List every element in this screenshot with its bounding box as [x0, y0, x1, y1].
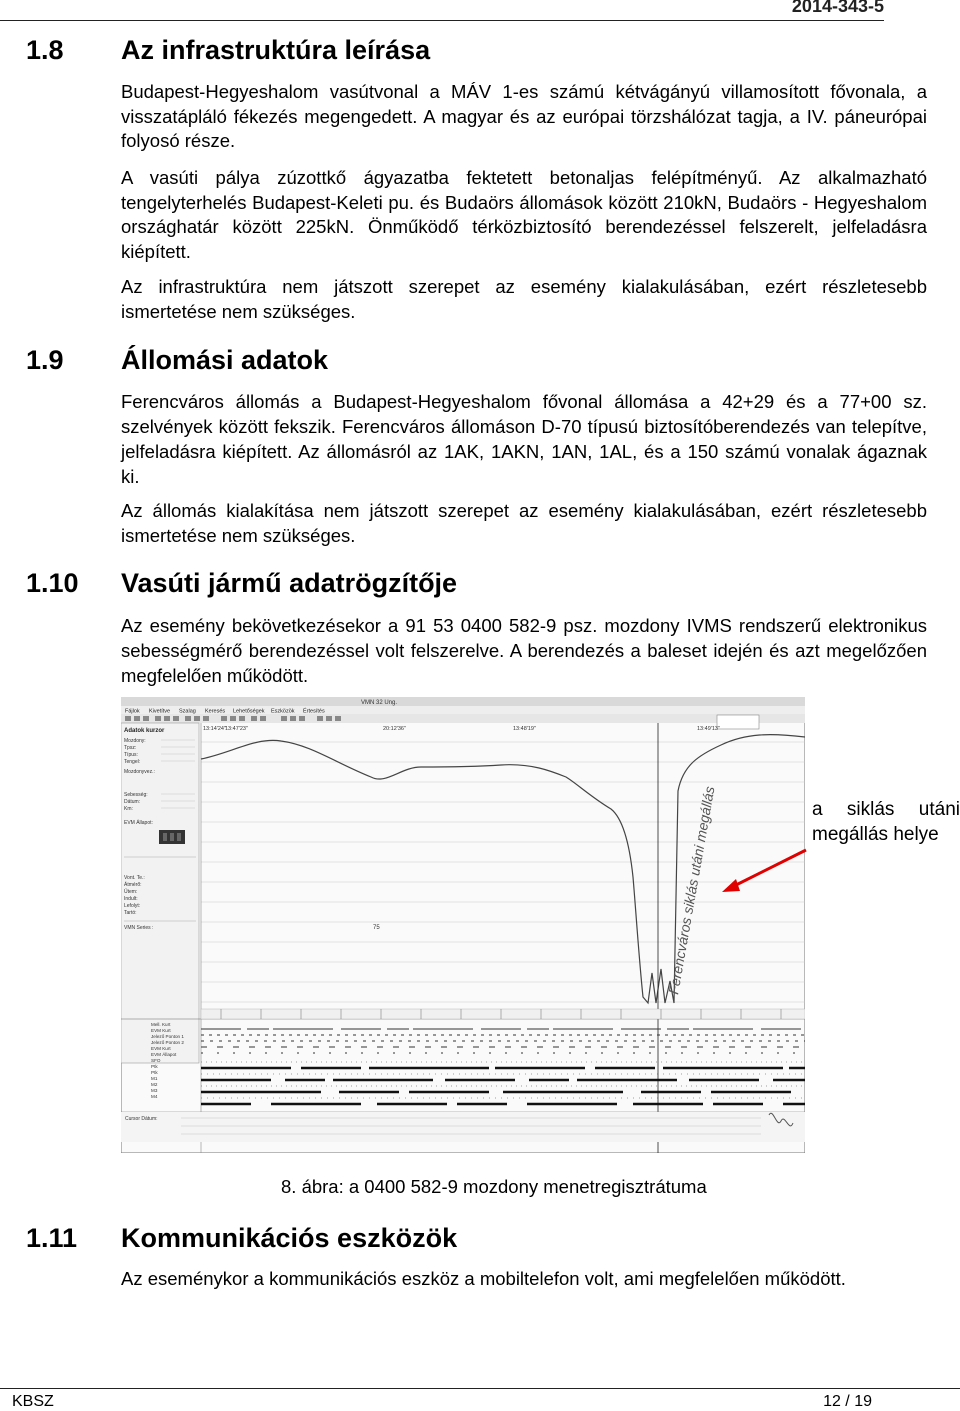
time-label: 13:14'24" — [203, 726, 226, 732]
callout-line: a siklás utáni — [812, 799, 960, 820]
panel-row: Sebesség: — [124, 792, 148, 798]
callout-line: megállás helye — [812, 824, 939, 845]
panel-row: Vont. Te.: — [124, 875, 145, 881]
track-label: Ptk — [151, 1070, 158, 1075]
section-title: Vasúti jármű adatrögzítője — [121, 568, 458, 598]
track-label: Jelező Ponton 2 — [151, 1040, 184, 1045]
panel-row: Tartó: — [124, 910, 137, 916]
window-title: VMN 32 Ung. — [361, 700, 398, 706]
menu-item: Lehetőségek — [233, 708, 265, 715]
callout-arrow-icon — [716, 846, 812, 896]
figure-caption: 8. ábra: a 0400 582-9 mozdony menetregisztrátuma — [281, 1176, 707, 1197]
paragraph: A vasúti pálya zúzottkő ágyazatba fektetett betonaljas felépítményű. Az alkalmazható tengelyterhelés Budapest-Keleti pu. és Budaörs állomások között 210kN, Budaörs - Hegyeshalom országhatár között 225kN. Önműködő térközbiztosító berendezéssel felszerelt, jelfeladásra kiépített. — [121, 167, 927, 262]
footer-org: KBSZ — [12, 1393, 54, 1410]
track-label: M3 — [151, 1088, 158, 1093]
header-divider — [0, 20, 884, 21]
track-label: Jelező Ponton 1 — [151, 1034, 184, 1039]
track-label: M1 — [151, 1076, 158, 1081]
track-label: SFO — [151, 1058, 161, 1063]
panel-row: Indult: — [124, 896, 138, 902]
menu-item: Eszközök — [271, 708, 295, 715]
menu-item: Kivetítve — [149, 708, 171, 715]
panel-row: EVM Állapot: — [124, 820, 153, 826]
paragraph: Az eseménykor a kommunikációs eszköz a mobiltelefon volt, ami megfelelően működött. — [121, 1268, 846, 1289]
section-title: Az infrastruktúra leírása — [121, 35, 431, 65]
cursor-label: Cursor Dátum: — [125, 1116, 158, 1122]
speed-recorder-figure — [121, 697, 805, 1153]
section-heading-1-11 — [26, 1223, 458, 1254]
track-label: EVM Kurt — [151, 1028, 171, 1033]
panel-row: Mozdony: — [124, 738, 146, 744]
panel-row: Átmérő: — [124, 882, 142, 888]
time-label: 13:47'23" — [225, 726, 248, 732]
footer-divider — [0, 1388, 960, 1389]
series-label: VMN Series : — [124, 925, 154, 931]
section-number: 1.9 — [26, 345, 64, 375]
page-number: 12 / 19 — [823, 1393, 872, 1410]
paragraph: Az állomás kialakítása nem játszott szerepet az esemény kialakulásában, ezért részletesebb ismertetése nem szükséges. — [121, 500, 927, 546]
time-label: 20:12'36" — [383, 726, 406, 732]
paragraph: Az infrastruktúra nem játszott szerepet az esemény kialakulásában, ezért részletesebb ismertetése nem szükséges. — [121, 276, 927, 322]
track-label: EVM Állapot — [151, 1052, 177, 1057]
track-label: M2 — [151, 1082, 158, 1087]
panel-row: Ütem: — [124, 889, 138, 895]
section-number: 1.10 — [26, 568, 79, 598]
panel-row: Lefolyt: — [124, 903, 141, 909]
section-heading-1-10 — [26, 568, 458, 599]
track-label: Mell. Kurt — [151, 1022, 171, 1027]
track-label: EVM Kurt — [151, 1046, 171, 1051]
paragraph: Az esemény bekövetkezésekor a 91 53 0400 582-9 psz. mozdony IVMS rendszerű elektronikus sebességmérő berendezéssel volt felszerelve. A berendezés a baleset idején és azt megelőzően megfelelően működött. — [121, 615, 927, 686]
time-label: 13:48'19" — [513, 726, 536, 732]
panel-row: Tpsz: — [124, 745, 137, 751]
figure-callout — [812, 797, 960, 847]
menu-item: Értesítés — [303, 708, 325, 715]
menu-item: Szalag — [179, 708, 196, 715]
paragraph: Budapest-Hegyeshalom vasútvonal a MÁV 1-es számú kétvágányú villamosított fővonala, a visszatápláló fékezés megengedett. A magyar és az európai törzshálózat tagja, a IV. páneurópai folyosó része. — [121, 81, 927, 151]
paragraph: Ferencváros állomás a Budapest-Hegyeshalom fővonal állomása a 42+29 és a 77+00 sz. szelvények között fekszik. Ferencváros állomáson D-70 típusú biztosítóberendezés van telepítve, jelfeladásra kiépített. Az állomásról az 1AK, 1AKN, 1AN, 1AL, és a 150 számú vonalak ágaznak ki. — [121, 391, 927, 487]
handwritten-annotation: Ferencváros siklás utáni megállás — [665, 785, 718, 996]
panel-row: Tengel: — [124, 759, 141, 765]
track-label: M4 — [151, 1094, 158, 1099]
time-label: 13:49'13" — [697, 726, 720, 732]
section-title: Kommunikációs eszközök — [121, 1223, 458, 1253]
track-label: Ptk — [151, 1064, 158, 1069]
section-number: 1.11 — [26, 1223, 78, 1253]
panel-row: Dátum: — [124, 799, 141, 805]
menu-item: Keresés — [205, 708, 226, 715]
panel-title: Adatok kurzor — [124, 728, 165, 734]
section-title: Állomási adatok — [121, 345, 329, 375]
section-heading-1-9 — [26, 345, 329, 376]
panel-row: Km: — [124, 806, 133, 812]
menu-item: Fájlok — [125, 708, 140, 715]
section-number: 1.8 — [26, 35, 64, 65]
speed-label: 75 — [373, 925, 380, 931]
panel-row: Mozdonyvez.: — [124, 769, 155, 775]
section-heading-1-8 — [26, 35, 431, 66]
panel-row: Típus: — [124, 752, 138, 758]
document-id: 2014-343-5 — [791, 0, 884, 16]
